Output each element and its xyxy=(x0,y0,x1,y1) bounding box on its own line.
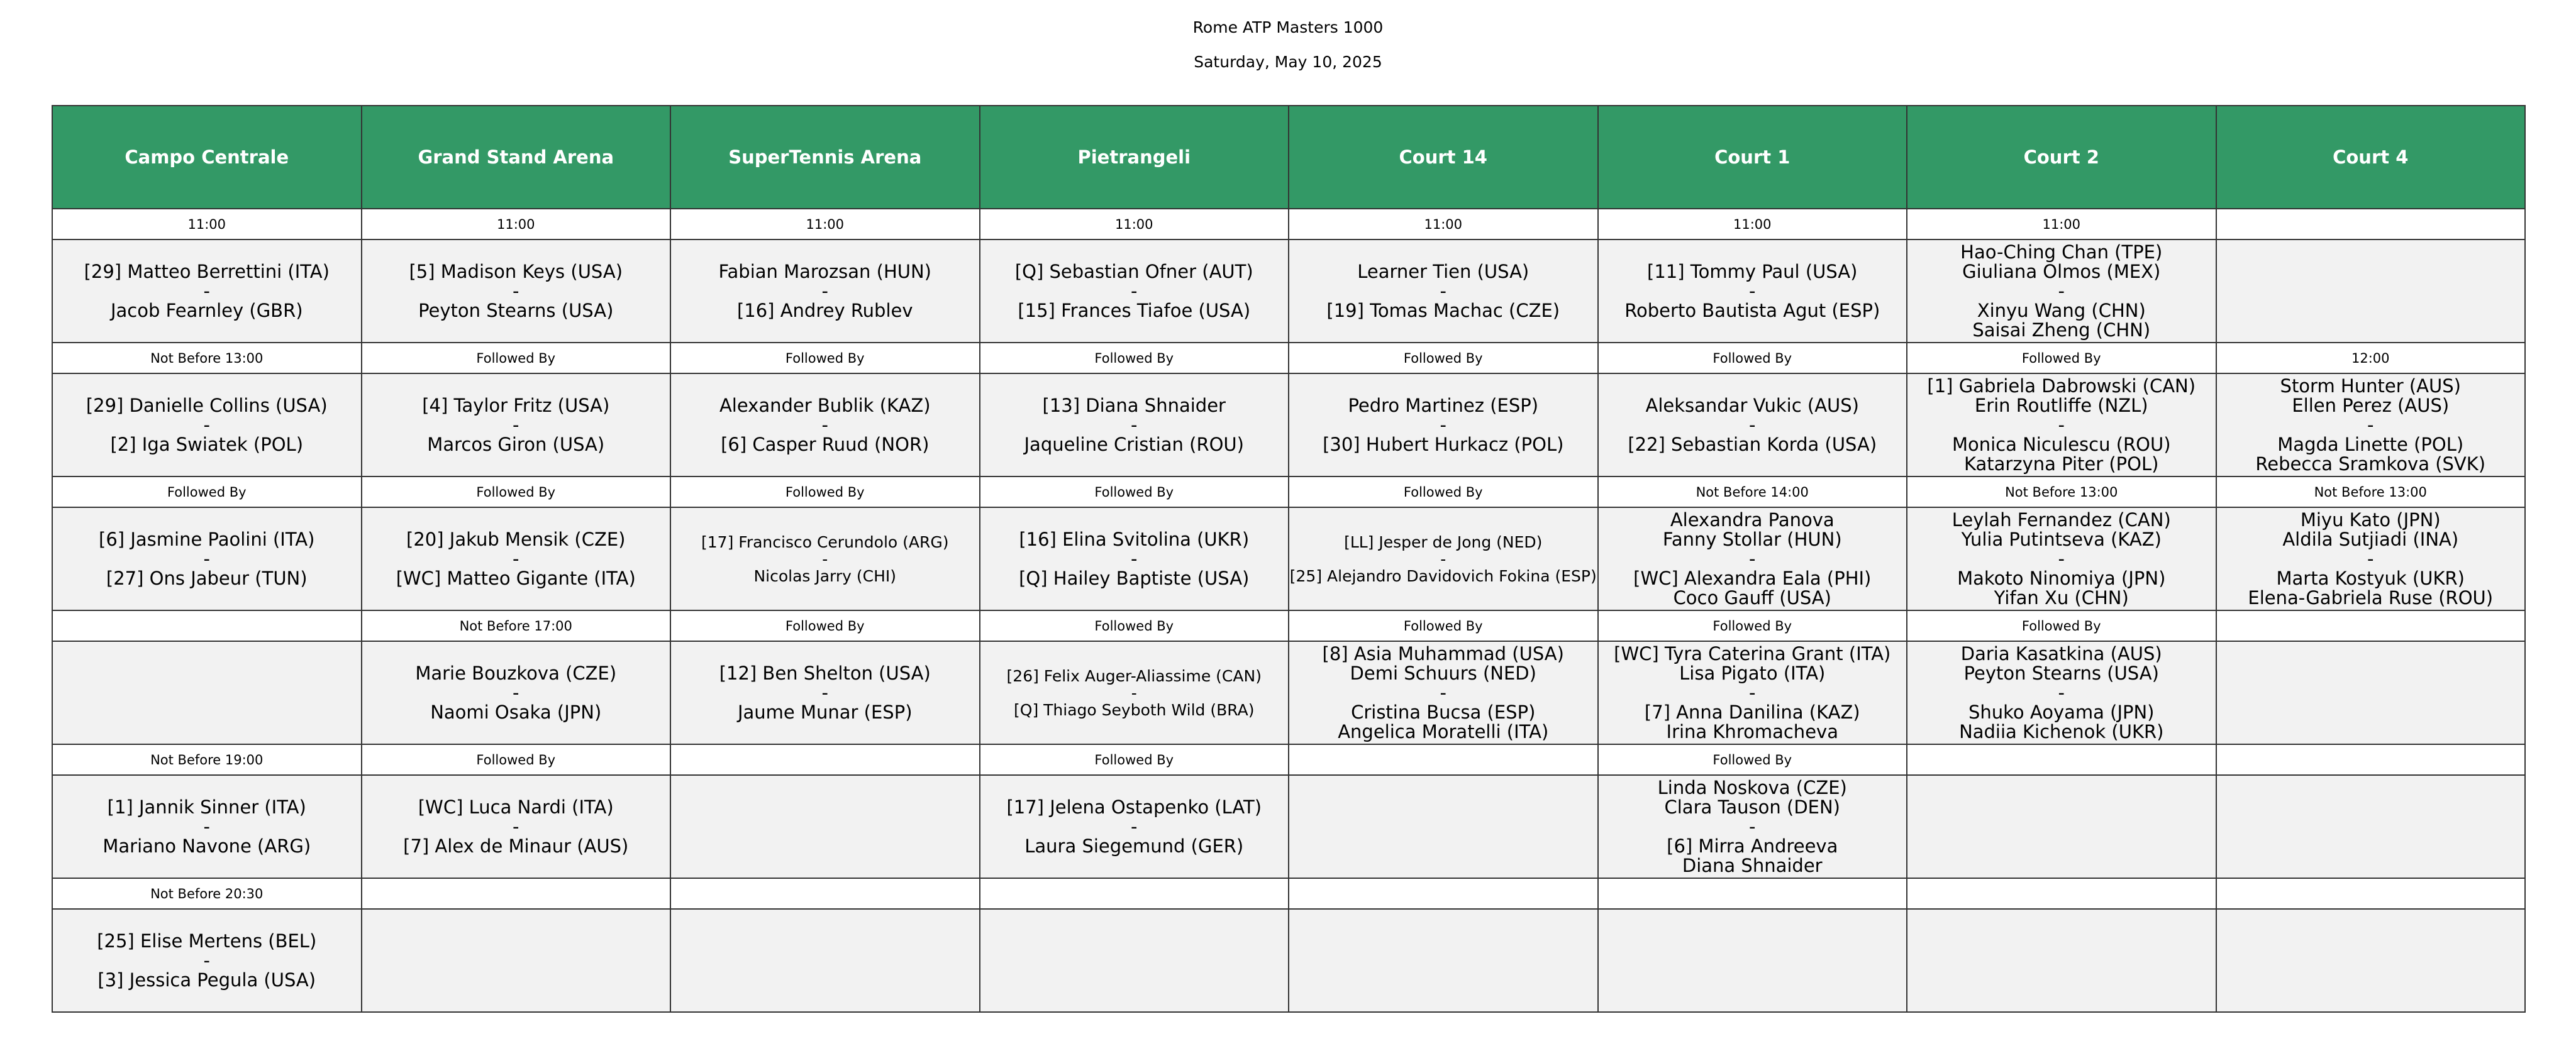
versus-separator: - xyxy=(1440,414,1446,436)
empty-cell xyxy=(1907,909,2216,1012)
court-header: Campo Centrale xyxy=(52,106,362,209)
versus-separator: - xyxy=(203,280,210,302)
player-name: Rebecca Sramkova (SVK) xyxy=(2255,453,2486,475)
player-name: Leylah Fernandez (CAN) xyxy=(1951,509,2171,531)
time-slot xyxy=(2216,878,2526,909)
time-slot: 11:00 xyxy=(1598,209,1907,239)
time-slot: Followed By xyxy=(1598,610,1907,641)
match-cell xyxy=(52,373,362,476)
player-name: Demi Schuurs (NED) xyxy=(1350,662,1536,684)
versus-separator: - xyxy=(1749,681,1756,703)
match-cell xyxy=(980,775,1289,878)
time-slot: Followed By xyxy=(362,744,671,775)
player-name: Learner Tien (USA) xyxy=(1357,260,1530,282)
time-slot xyxy=(1289,878,1598,909)
time-slot: Followed By xyxy=(1289,610,1598,641)
empty-cell xyxy=(52,641,362,744)
player-name: Cristina Bucsa (ESP) xyxy=(1351,701,1536,723)
match-cell xyxy=(1907,507,2216,610)
match-row xyxy=(52,641,2525,744)
player-name: Daria Kasatkina (AUS) xyxy=(1960,642,2162,664)
player-name: Makoto Ninomiya (JPN) xyxy=(1957,567,2166,589)
time-slot: Followed By xyxy=(980,343,1289,373)
player-name: [Q] Hailey Baptiste (USA) xyxy=(1019,567,1250,589)
player-name: Jacob Fearnley (GBR) xyxy=(110,299,303,321)
time-slot xyxy=(2216,744,2526,775)
match-cell xyxy=(980,239,1289,343)
player-name: Clara Tauson (DEN) xyxy=(1664,796,1840,818)
player-name: [29] Matteo Berrettini (ITA) xyxy=(84,260,330,282)
versus-separator: - xyxy=(2367,414,2374,436)
player-name: Irina Khromacheva xyxy=(1666,720,1838,742)
player-name: Peyton Stearns (USA) xyxy=(418,299,614,321)
player-name: Pedro Martinez (ESP) xyxy=(1348,394,1539,416)
versus-separator: - xyxy=(203,949,210,971)
time-slot: Followed By xyxy=(1907,610,2216,641)
player-name: Giuliana Olmos (MEX) xyxy=(1962,260,2161,282)
versus-separator: - xyxy=(822,549,828,568)
match-cell xyxy=(52,239,362,343)
player-name: [20] Jakub Mensik (CZE) xyxy=(406,528,626,550)
versus-separator: - xyxy=(1440,280,1446,302)
time-slot: Followed By xyxy=(670,343,980,373)
player-name: Elena-Gabriela Ruse (ROU) xyxy=(2248,586,2494,608)
player-name: Aleksandar Vukic (AUS) xyxy=(1645,394,1859,416)
time-slot: Followed By xyxy=(1598,744,1907,775)
player-name: [11] Tommy Paul (USA) xyxy=(1647,260,1858,282)
versus-separator: - xyxy=(513,280,519,302)
versus-separator: - xyxy=(1131,548,1138,570)
time-slot: 12:00 xyxy=(2216,343,2526,373)
player-name: Coco Gauff (USA) xyxy=(1673,586,1831,608)
player-name: [22] Sebastian Korda (USA) xyxy=(1628,433,1877,455)
time-slot: Followed By xyxy=(1907,343,2216,373)
time-slot: Followed By xyxy=(670,610,980,641)
match-cell xyxy=(670,507,980,610)
time-slot: 11:00 xyxy=(980,209,1289,239)
player-name: [26] Felix Auger-Aliassime (CAN) xyxy=(1006,666,1262,685)
match-cell xyxy=(2216,373,2526,476)
player-name: [WC] Luca Nardi (ITA) xyxy=(418,796,614,818)
versus-separator: - xyxy=(1131,683,1137,702)
player-name: Laura Siegemund (GER) xyxy=(1024,835,1244,857)
time-slot xyxy=(1907,744,2216,775)
player-name: Saisai Zheng (CHN) xyxy=(1972,319,2151,341)
match-cell xyxy=(1598,373,1907,476)
time-slot xyxy=(362,878,671,909)
time-slot: Followed By xyxy=(980,476,1289,507)
match-row xyxy=(52,373,2525,476)
player-name: Linda Noskova (CZE) xyxy=(1657,776,1847,798)
time-slot xyxy=(1289,744,1598,775)
player-name: Shuko Aoyama (JPN) xyxy=(1968,701,2155,723)
player-name: [Q] Thiago Seyboth Wild (BRA) xyxy=(1014,700,1255,719)
player-name: [29] Danielle Collins (USA) xyxy=(86,394,328,416)
match-cell xyxy=(1907,641,2216,744)
player-name: Yifan Xu (CHN) xyxy=(1994,586,2129,608)
order-of-play-table xyxy=(52,105,2526,1013)
match-cell xyxy=(1289,641,1598,744)
court-header: SuperTennis Arena xyxy=(670,106,980,209)
time-slot: Not Before 13:00 xyxy=(52,343,362,373)
player-name: Fanny Stollar (HUN) xyxy=(1662,528,1842,550)
player-name: [WC] Matteo Gigante (ITA) xyxy=(396,567,636,589)
empty-cell xyxy=(1907,775,2216,878)
player-name: Jaqueline Cristian (ROU) xyxy=(1024,433,1244,455)
time-slot: Followed By xyxy=(980,744,1289,775)
empty-cell xyxy=(1289,909,1598,1012)
match-cell xyxy=(362,507,671,610)
time-slot xyxy=(52,610,362,641)
player-name: Storm Hunter (AUS) xyxy=(2280,375,2461,397)
match-cell xyxy=(980,641,1289,744)
player-name: Miyu Kato (JPN) xyxy=(2300,509,2441,531)
player-name: [4] Taylor Fritz (USA) xyxy=(422,394,610,416)
versus-separator: - xyxy=(2058,280,2065,302)
versus-separator: - xyxy=(821,280,828,302)
match-cell xyxy=(1289,507,1598,610)
court-header: Grand Stand Arena xyxy=(362,106,671,209)
player-name: [25] Elise Mertens (BEL) xyxy=(97,930,317,952)
player-name: Marcos Giron (USA) xyxy=(427,433,605,455)
time-slot: Not Before 19:00 xyxy=(52,744,362,775)
player-name: [19] Tomas Machac (CZE) xyxy=(1326,299,1560,321)
time-slot: Not Before 17:00 xyxy=(362,610,671,641)
time-slot: Followed By xyxy=(362,476,671,507)
time-slot: Followed By xyxy=(670,476,980,507)
player-name: Lisa Pigato (ITA) xyxy=(1679,662,1826,684)
empty-cell xyxy=(362,909,671,1012)
match-row xyxy=(52,239,2525,343)
player-name: Diana Shnaider xyxy=(1682,854,1823,876)
player-name: Xinyu Wang (CHN) xyxy=(1977,299,2146,321)
player-name: Peyton Stearns (USA) xyxy=(1963,662,2159,684)
empty-cell xyxy=(2216,239,2526,343)
player-name: Aldila Sutjiadi (INA) xyxy=(2282,528,2459,550)
versus-separator: - xyxy=(1131,815,1138,837)
match-cell xyxy=(52,775,362,878)
time-slot xyxy=(670,744,980,775)
time-slot: Not Before 14:00 xyxy=(1598,476,1907,507)
match-cell xyxy=(1907,239,2216,343)
player-name: Magda Linette (POL) xyxy=(2277,433,2464,455)
player-name: [8] Asia Muhammad (USA) xyxy=(1322,642,1564,664)
versus-separator: - xyxy=(2058,548,2065,570)
player-name: [13] Diana Shnaider xyxy=(1042,394,1226,416)
player-name: [2] Iga Swiatek (POL) xyxy=(110,433,304,455)
versus-separator: - xyxy=(2367,548,2374,570)
time-row xyxy=(52,744,2525,775)
empty-cell xyxy=(2216,909,2526,1012)
player-name: [WC] Tyra Caterina Grant (ITA) xyxy=(1614,642,1891,664)
time-slot: Followed By xyxy=(1289,343,1598,373)
player-name: Marta Kostyuk (UKR) xyxy=(2276,567,2465,589)
player-name: [17] Francisco Cerundolo (ARG) xyxy=(701,532,949,551)
court-header: Court 1 xyxy=(1598,106,1907,209)
court-header: Court 14 xyxy=(1289,106,1598,209)
player-name: [12] Ben Shelton (USA) xyxy=(719,662,931,684)
player-name: Ellen Perez (AUS) xyxy=(2292,394,2450,416)
time-slot: Not Before 13:00 xyxy=(1907,476,2216,507)
time-row xyxy=(52,476,2525,507)
versus-separator: - xyxy=(203,548,210,570)
time-slot: Followed By xyxy=(1598,343,1907,373)
versus-separator: - xyxy=(821,681,828,703)
player-name: Hao-Ching Chan (TPE) xyxy=(1960,241,2163,263)
match-cell xyxy=(1598,775,1907,878)
schedule-date: Saturday, May 10, 2025 xyxy=(1194,53,1382,71)
player-name: Angelica Moratelli (ITA) xyxy=(1338,720,1549,742)
match-cell xyxy=(362,641,671,744)
match-cell xyxy=(1598,239,1907,343)
player-name: [6] Casper Ruud (NOR) xyxy=(721,433,930,455)
time-slot xyxy=(980,878,1289,909)
player-name: Nicolas Jarry (CHI) xyxy=(753,566,897,585)
time-slot xyxy=(1907,878,2216,909)
match-cell xyxy=(980,507,1289,610)
match-cell xyxy=(1907,373,2216,476)
versus-separator: - xyxy=(203,815,210,837)
versus-separator: - xyxy=(1749,815,1756,837)
empty-cell xyxy=(980,909,1289,1012)
tournament-title: Rome ATP Masters 1000 xyxy=(1192,18,1384,36)
versus-separator: - xyxy=(513,548,519,570)
player-name: Mariano Navone (ARG) xyxy=(103,835,311,857)
time-slot xyxy=(670,878,980,909)
court-header: Pietrangeli xyxy=(980,106,1289,209)
time-row xyxy=(52,610,2525,641)
match-cell xyxy=(980,373,1289,476)
time-slot: 11:00 xyxy=(1289,209,1598,239)
match-cell xyxy=(1289,239,1598,343)
time-slot xyxy=(1598,878,1907,909)
match-cell xyxy=(1598,641,1907,744)
empty-cell xyxy=(2216,775,2526,878)
versus-separator: - xyxy=(1131,280,1138,302)
player-name: Roberto Bautista Agut (ESP) xyxy=(1624,299,1880,321)
versus-separator: - xyxy=(821,414,828,436)
player-name: [7] Alex de Minaur (AUS) xyxy=(403,835,629,857)
match-cell xyxy=(362,373,671,476)
match-cell xyxy=(362,239,671,343)
player-name: [16] Elina Svitolina (UKR) xyxy=(1019,528,1250,550)
court-header: Court 4 xyxy=(2216,106,2526,209)
time-row xyxy=(52,209,2525,239)
match-cell xyxy=(670,641,980,744)
time-row xyxy=(52,343,2525,373)
player-name: Katarzyna Piter (POL) xyxy=(1964,453,2159,475)
match-cell xyxy=(52,909,362,1012)
player-name: [5] Madison Keys (USA) xyxy=(409,260,623,282)
player-name: [15] Frances Tiafoe (USA) xyxy=(1018,299,1251,321)
player-name: [1] Gabriela Dabrowski (CAN) xyxy=(1927,375,2196,397)
match-cell xyxy=(1598,507,1907,610)
time-slot xyxy=(2216,209,2526,239)
empty-cell xyxy=(2216,641,2526,744)
match-cell xyxy=(1289,373,1598,476)
match-row xyxy=(52,909,2525,1012)
court-header: Court 2 xyxy=(1907,106,2216,209)
schedule-body xyxy=(52,209,2525,1012)
match-cell xyxy=(2216,507,2526,610)
match-cell xyxy=(52,507,362,610)
empty-cell xyxy=(1598,909,1907,1012)
player-name: Jaume Munar (ESP) xyxy=(737,701,913,723)
time-slot: Followed By xyxy=(52,476,362,507)
time-slot: Followed By xyxy=(1289,476,1598,507)
time-slot: Not Before 13:00 xyxy=(2216,476,2526,507)
empty-cell xyxy=(670,775,980,878)
versus-separator: - xyxy=(1749,414,1756,436)
player-name: [25] Alejandro Davidovich Fokina (ESP) xyxy=(1289,566,1597,585)
time-slot xyxy=(2216,610,2526,641)
player-name: [WC] Alexandra Eala (PHI) xyxy=(1633,567,1872,589)
time-slot: 11:00 xyxy=(1907,209,2216,239)
time-slot: Followed By xyxy=(980,610,1289,641)
versus-separator: - xyxy=(1749,548,1756,570)
time-row xyxy=(52,878,2525,909)
empty-cell xyxy=(670,909,980,1012)
match-row xyxy=(52,507,2525,610)
versus-separator: - xyxy=(1131,414,1138,436)
empty-cell xyxy=(1289,775,1598,878)
player-name: [6] Mirra Andreeva xyxy=(1667,835,1838,857)
versus-separator: - xyxy=(513,815,519,837)
versus-separator: - xyxy=(513,681,519,703)
player-name: [27] Ons Jabeur (TUN) xyxy=(106,567,308,589)
player-name: [17] Jelena Ostapenko (LAT) xyxy=(1006,796,1262,818)
player-name: [6] Jasmine Paolini (ITA) xyxy=(99,528,315,550)
match-cell xyxy=(670,239,980,343)
player-name: Monica Niculescu (ROU) xyxy=(1951,433,2171,455)
versus-separator: - xyxy=(1440,681,1446,703)
time-slot: 11:00 xyxy=(362,209,671,239)
time-slot: 11:00 xyxy=(670,209,980,239)
versus-separator: - xyxy=(2058,414,2065,436)
player-name: [1] Jannik Sinner (ITA) xyxy=(107,796,306,818)
time-slot: 11:00 xyxy=(52,209,362,239)
player-name: [30] Hubert Hurkacz (POL) xyxy=(1323,433,1564,455)
versus-separator: - xyxy=(2058,681,2065,703)
player-name: [3] Jessica Pegula (USA) xyxy=(97,969,316,991)
versus-separator: - xyxy=(1749,280,1756,302)
player-name: Naomi Osaka (JPN) xyxy=(430,701,602,723)
time-slot: Not Before 20:30 xyxy=(52,878,362,909)
player-name: [7] Anna Danilina (KAZ) xyxy=(1644,701,1860,723)
player-name: Alexandra Panova xyxy=(1670,509,1835,531)
time-slot: Followed By xyxy=(362,343,671,373)
player-name: Marie Bouzkova (CZE) xyxy=(415,662,617,684)
versus-separator: - xyxy=(513,414,519,436)
court-header-row xyxy=(52,106,2525,209)
player-name: Nadiia Kichenok (UKR) xyxy=(1959,720,2164,742)
player-name: Yulia Putintseva (KAZ) xyxy=(1961,528,2162,550)
versus-separator: - xyxy=(1440,549,1446,568)
player-name: [16] Andrey Rublev xyxy=(736,299,913,321)
match-cell xyxy=(670,373,980,476)
player-name: Fabian Marozsan (HUN) xyxy=(718,260,931,282)
player-name: Erin Routliffe (NZL) xyxy=(1974,394,2148,416)
player-name: [Q] Sebastian Ofner (AUT) xyxy=(1014,260,1253,282)
versus-separator: - xyxy=(203,414,210,436)
match-cell xyxy=(362,775,671,878)
player-name: Alexander Bublik (KAZ) xyxy=(719,394,931,416)
player-name: [LL] Jesper de Jong (NED) xyxy=(1344,532,1543,551)
match-row xyxy=(52,775,2525,878)
